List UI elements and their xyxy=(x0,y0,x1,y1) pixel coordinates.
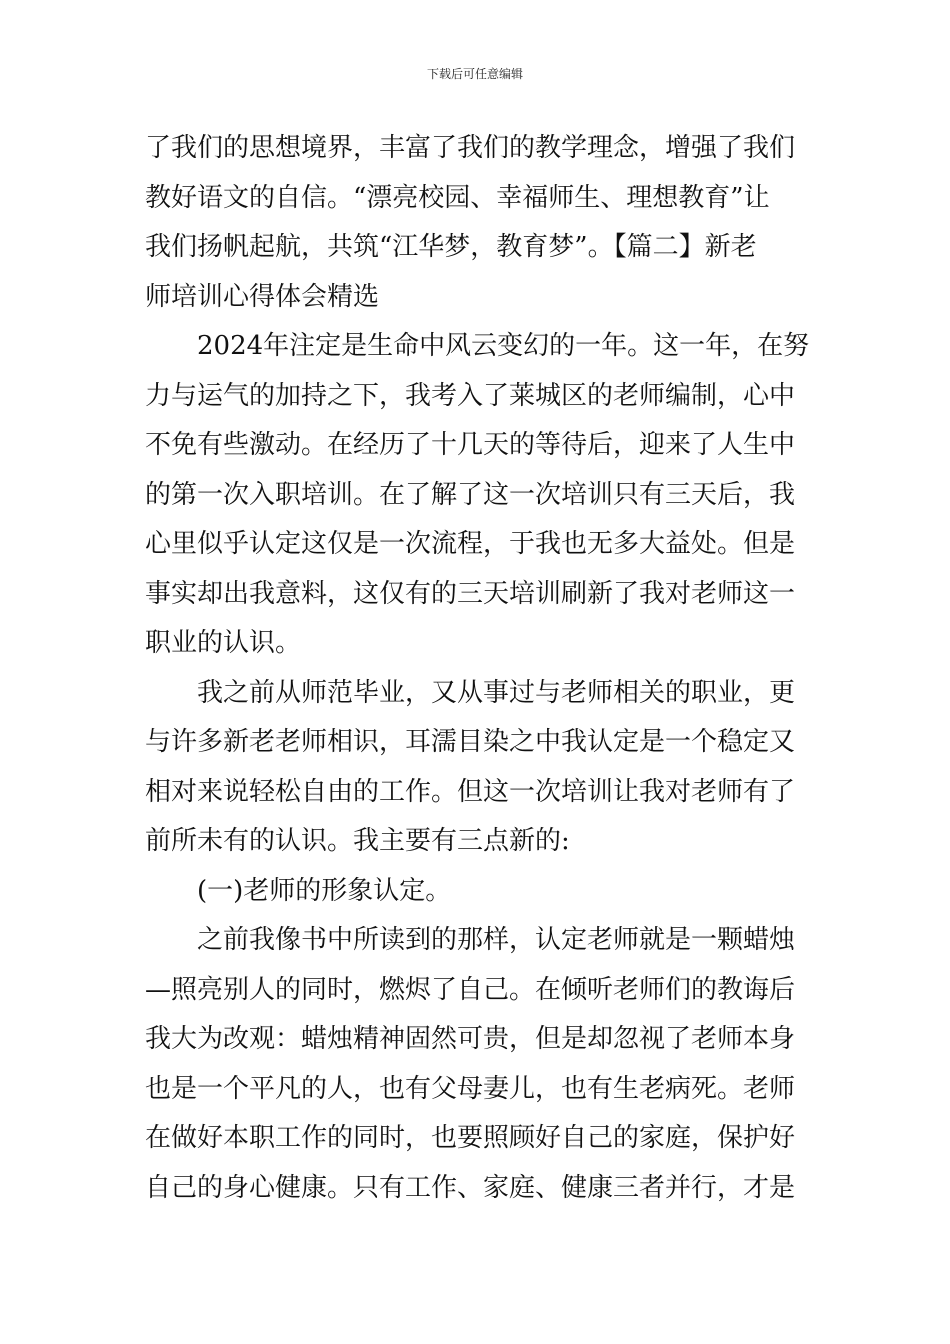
text-line: 的第一次入职培训。在了解了这一次培训只有三天后，我 xyxy=(145,479,796,510)
document-body xyxy=(145,124,810,1213)
text-line: 前所未有的认识。我主要有三点新的: xyxy=(145,826,570,856)
text-line: 我之前从师范毕业，又从事过与老师相关的职业，更 xyxy=(197,677,796,708)
text-line: 我大为改观：蜡烛精神固然可贵，但是却忽视了老师本身 xyxy=(145,1024,796,1054)
text-line: 不免有些激动。在经历了十几天的等待后，迎来了人生中 xyxy=(145,430,796,460)
text-line: 我们扬帆起航，共筑“江华梦，教育梦”。【篇二】新老 xyxy=(145,232,757,262)
text-line: 2024年注定是生命中风云变幻的一年。这一年，在努 xyxy=(197,331,810,361)
text-line: 之前我像书中所读到的那样，认定老师就是一颗蜡烛 xyxy=(197,925,796,955)
text-line: 职业的认识。 xyxy=(145,628,302,658)
text-line: 与许多新老老师相识，耳濡目染之中我认定是一个稳定又 xyxy=(145,727,796,757)
text-line: 力与运气的加持之下，我考入了莱城区的老师编制，心中 xyxy=(145,380,796,411)
text-line: 教好语文的自信。“漂亮校园、幸福师生、理想教育”让 xyxy=(145,182,770,213)
text-line: —照亮别人的同时，燃烬了自己。在倾听老师们的教诲后 xyxy=(145,974,796,1005)
text-line: 相对来说轻松自由的工作。但这一次培训让我对老师有了 xyxy=(145,776,796,807)
text-line: 师培训心得体会精选 xyxy=(145,281,380,312)
text-line: 了我们的思想境界，丰富了我们的教学理念，增强了我们 xyxy=(145,133,796,163)
text-line: 事实却出我意料，这仅有的三天培训刷新了我对老师这一 xyxy=(145,578,796,609)
text-line: (一)老师的形象认定。 xyxy=(197,875,452,906)
text-line: 心里似乎认定这仅是一次流程，于我也无多大益处。但是 xyxy=(145,529,796,559)
page-header: 下载后可任意编辑 xyxy=(426,67,523,81)
text-line: 自己的身心健康。只有工作、家庭、健康三者并行，才是 xyxy=(145,1172,796,1203)
text-line: 也是一个平凡的人，也有父母妻儿，也有生老病死。老师 xyxy=(145,1073,796,1104)
text-line: 在做好本职工作的同时，也要照顾好自己的家庭，保护好 xyxy=(145,1123,796,1153)
